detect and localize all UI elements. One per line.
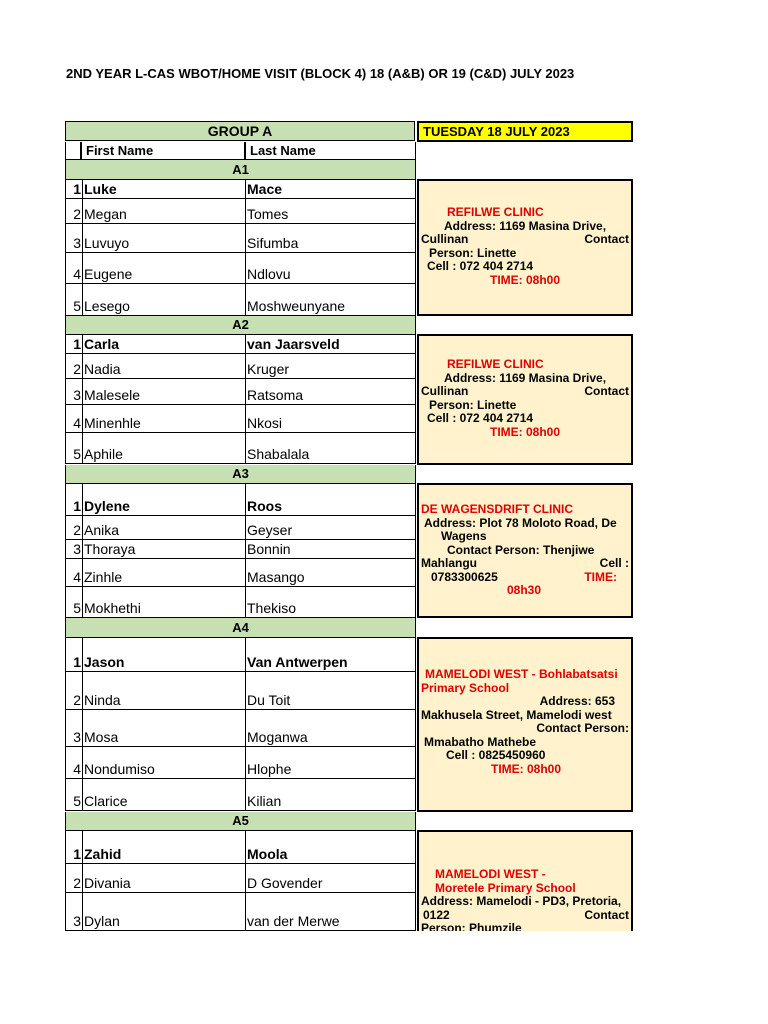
first-name-cell: Thoraya: [84, 541, 136, 557]
row-number: 5: [73, 793, 81, 809]
table-row: [65, 864, 416, 893]
clinic-name: MAMELODI WEST -: [435, 867, 546, 881]
first-name-header: First Name: [81, 142, 245, 160]
first-name-cell: Carla: [84, 336, 120, 352]
row-number: 2: [73, 522, 81, 538]
first-name-cell: Lesego: [84, 298, 130, 314]
table-row: [65, 433, 416, 464]
last-name-cell: Roos: [247, 498, 282, 514]
first-name-cell: Minenhle: [84, 415, 141, 431]
last-name-cell: Geyser: [247, 522, 293, 538]
row-number: 3: [73, 235, 81, 251]
table-row: [65, 672, 416, 710]
row-number: 1: [73, 846, 81, 862]
last-name-cell: Kruger: [247, 361, 290, 377]
table-row: [65, 224, 416, 253]
first-name-cell: Mokhethi: [84, 600, 141, 616]
first-name-cell: Megan: [84, 206, 127, 222]
last-name-cell: Shabalala: [247, 446, 310, 462]
row-number: 1: [73, 498, 81, 514]
last-name-cell: Kilian: [247, 793, 282, 809]
row-number: 1: [73, 181, 81, 197]
first-name-cell: Nondumiso: [84, 761, 155, 777]
table-row: [65, 587, 416, 618]
row-number: 1: [73, 654, 81, 670]
address-line: Address: Plot 78 Moloto Road, De: [424, 515, 617, 530]
first-name-cell: Eugene: [84, 266, 133, 282]
address-line: Address: Mamelodi - PD3, Pretoria,: [421, 894, 622, 908]
group-header: GROUP A: [65, 121, 415, 141]
row-number: 2: [73, 875, 81, 891]
table-row: [65, 253, 416, 284]
last-name-cell: Tomes: [247, 206, 289, 222]
address-line: Address: 653: [539, 694, 615, 708]
clinic-name: MAMELODI WEST - Bohlabatsatsi: [425, 667, 618, 681]
first-name-cell: Luvuyo: [84, 235, 130, 251]
row-number: 2: [73, 361, 81, 377]
row-number: 3: [73, 729, 81, 745]
last-name-cell: Moganwa: [247, 729, 308, 745]
last-name-cell: Thekiso: [247, 600, 297, 616]
first-name-cell: Divania: [84, 875, 131, 891]
first-name-cell: Ninda: [84, 692, 121, 708]
row-number: 3: [73, 541, 81, 557]
clinic-name: REFILWE CLINIC: [447, 205, 544, 219]
clinic-name-line-2: Primary School: [421, 680, 510, 695]
last-name-cell: Ndlovu: [247, 266, 291, 282]
contact-person: Person: Linette: [429, 397, 517, 412]
last-name-cell: van der Merwe: [247, 913, 340, 929]
last-name-header: Last Name: [245, 142, 416, 160]
table-row: [65, 747, 416, 779]
row-number: 5: [73, 298, 81, 314]
number-column-header: [65, 142, 81, 160]
site-info-box-a3: [417, 483, 633, 618]
table-row: [65, 284, 416, 316]
last-name-cell: Sifumba: [247, 235, 299, 251]
row-number: 4: [73, 266, 81, 282]
first-name-cell: Zinhle: [84, 569, 123, 585]
first-name-cell: Dylene: [84, 498, 130, 514]
clinic-name: REFILWE CLINIC: [447, 357, 544, 371]
site-info-box-a2: [417, 334, 633, 465]
table-row: [65, 637, 416, 672]
address-line: Cullinan: [421, 384, 469, 398]
first-name-cell: Mosa: [84, 729, 119, 745]
first-name-cell: Malesele: [84, 387, 141, 403]
table-row: [65, 334, 416, 354]
cell-number: Cell : 0825450960: [446, 748, 546, 762]
table-row: [65, 199, 416, 224]
visit-time: 08h30: [507, 583, 542, 597]
last-name-cell: van Jaarsveld: [247, 336, 340, 352]
table-row: [65, 354, 416, 379]
table-row: [65, 516, 416, 540]
first-name-cell: Luke: [84, 181, 117, 197]
cell-number: Cell : 072 404 2714: [427, 259, 534, 273]
group-label-a1: A1: [65, 160, 416, 179]
contact-person: Contact Person: Thenjiwe: [447, 542, 595, 557]
visit-time: TIME: 08h00: [489, 424, 561, 439]
group-label-a3: A3: [65, 465, 416, 483]
last-name-cell: Masango: [247, 569, 305, 585]
first-name-cell: Jason: [84, 654, 125, 670]
site-info-box-a5: [417, 830, 633, 931]
last-name-cell: Moola: [247, 846, 288, 862]
contact-label: Contact Person:: [536, 721, 629, 735]
visit-time: TIME: 08h00: [489, 272, 561, 287]
table-row: [65, 710, 416, 747]
site-info-box-a4: [417, 637, 633, 812]
date-header: TUESDAY 18 JULY 2023: [417, 121, 633, 142]
table-row: [65, 540, 416, 559]
group-label-a4: A4: [65, 618, 416, 637]
row-number: 4: [73, 761, 81, 777]
last-name-cell: Mace: [247, 181, 283, 197]
last-name-cell: D Govender: [247, 875, 323, 891]
table-row: [65, 830, 416, 864]
last-name-cell: Nkosi: [247, 415, 283, 431]
cell-label: Cell :: [599, 556, 629, 570]
row-number: 3: [73, 387, 81, 403]
table-row: [65, 179, 416, 199]
table-row: [65, 405, 416, 433]
visit-time: TIME: 08h00: [491, 761, 562, 776]
document-title: 2ND YEAR L-CAS WBOT/HOME VISIT (BLOCK 4) 18 (A&B) OR 19 (C&D) JULY 2023: [66, 66, 575, 81]
last-name-cell: Du Toit: [247, 692, 291, 708]
first-name-cell: Zahid: [84, 846, 122, 862]
row-number: 5: [73, 446, 81, 462]
group-label-a2: A2: [65, 316, 416, 334]
row-number: 1: [73, 336, 81, 352]
contact-person: Person: Phumzile: [421, 921, 522, 931]
last-name-cell: Hlophe: [247, 761, 292, 777]
address-line: Address: 1169 Masina Drive,: [443, 370, 607, 385]
contact-label: Contact: [584, 907, 629, 922]
first-name-cell: Anika: [84, 522, 120, 538]
clinic-name: DE WAGENSDRIFT CLINIC: [421, 502, 573, 516]
table-row: [65, 483, 416, 516]
row-number: 3: [73, 913, 81, 929]
site-info-box-a1: [417, 179, 633, 316]
row-number: 2: [73, 692, 81, 708]
address-line: Address: 1169 Masina Drive,: [443, 218, 607, 233]
contact-person: Mahlangu: [421, 556, 477, 570]
cell-number: Cell : 072 404 2714: [427, 411, 534, 425]
table-row: [65, 379, 416, 405]
last-name-cell: Moshweunyane: [247, 298, 346, 314]
table-row: [65, 893, 416, 931]
row-number: 4: [73, 415, 81, 431]
table-row: [65, 559, 416, 587]
address-line: Makhusela Street, Mamelodi west: [421, 707, 612, 722]
address-line: 0122: [423, 907, 450, 922]
address-line: Cullinan: [421, 232, 469, 246]
row-number: 5: [73, 600, 81, 616]
group-label-a5: A5: [65, 812, 416, 830]
first-name-cell: Clarice: [84, 793, 128, 809]
cell-number: 0783300625: [431, 569, 498, 584]
row-number: 2: [73, 206, 81, 222]
time-label: TIME:: [584, 569, 617, 584]
table-row: [65, 779, 416, 811]
last-name-cell: Van Antwerpen: [247, 654, 348, 670]
row-number: 4: [73, 569, 81, 585]
contact-label: Contact: [584, 384, 629, 398]
contact-label: Contact: [584, 232, 629, 246]
first-name-cell: Nadia: [84, 361, 121, 377]
contact-person: Mmabatho Mathebe: [424, 734, 537, 749]
address-line: Wagens: [441, 529, 487, 543]
first-name-cell: Dylan: [84, 913, 120, 929]
last-name-cell: Ratsoma: [247, 387, 304, 403]
last-name-cell: Bonnin: [247, 541, 291, 557]
contact-person: Person: Linette: [429, 245, 517, 260]
clinic-name-line-2: Moretele Primary School: [435, 880, 576, 895]
first-name-cell: Aphile: [84, 446, 123, 462]
